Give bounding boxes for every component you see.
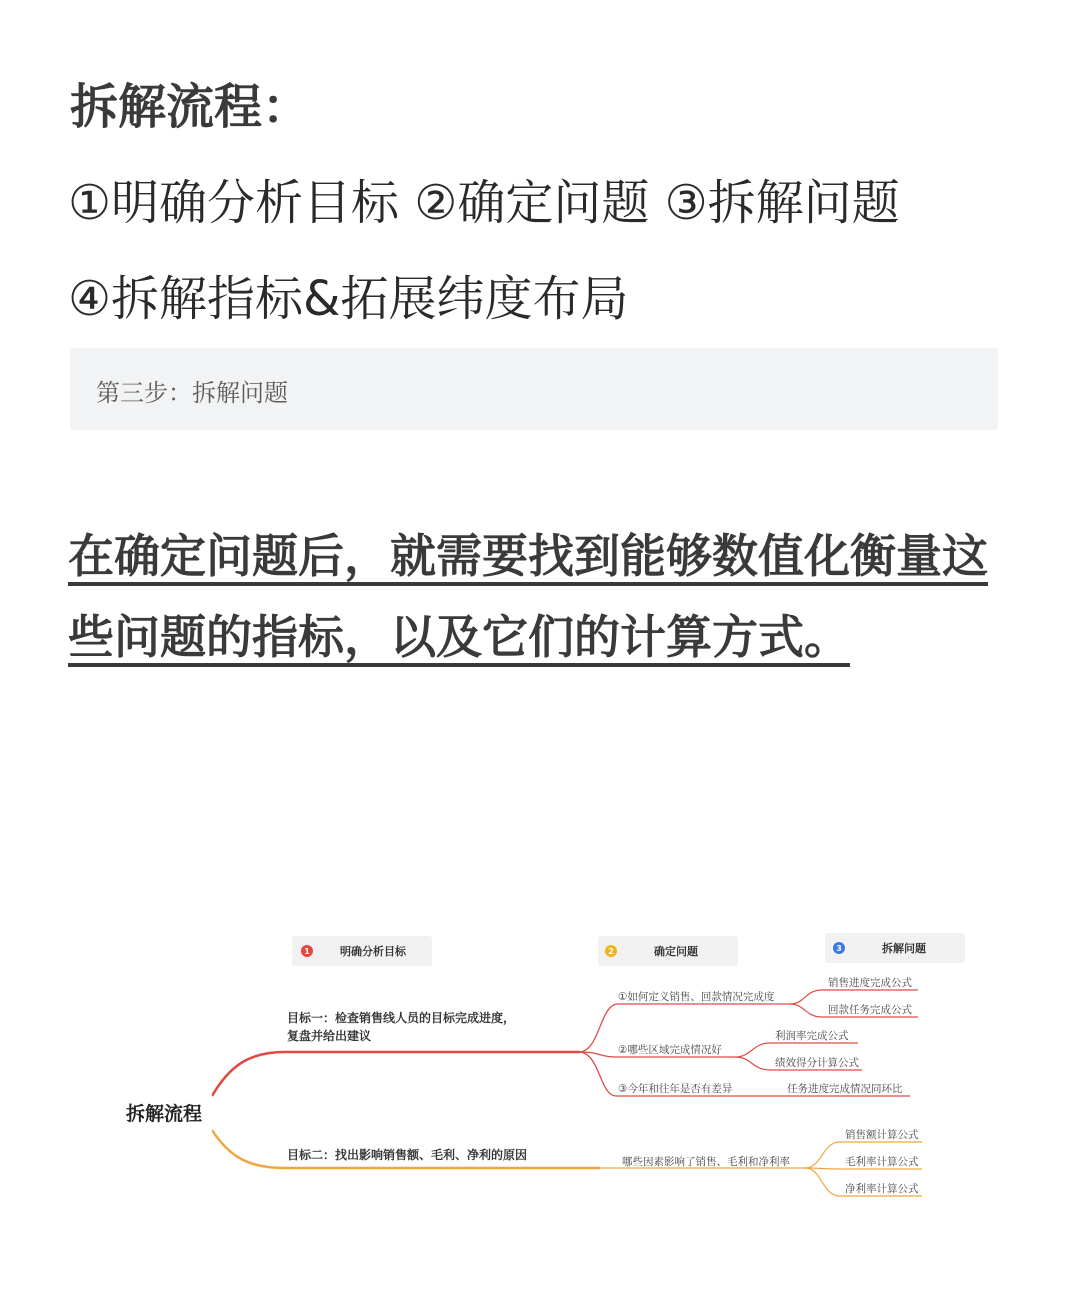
branch-goal-1 — [212, 1052, 580, 1096]
callout-text: 第三步：拆解问题 — [96, 379, 288, 407]
goal-2-item-2: 毛利率计算公式 — [845, 1156, 919, 1168]
intro-paragraph — [68, 516, 1018, 678]
stage-header-3-num: 3 — [836, 944, 842, 953]
root-node — [100, 1092, 212, 1136]
question-1-item-2: 回款任务完成公式 — [828, 1004, 912, 1016]
goal-1-line-2: 复盘并给出建议 — [287, 1029, 372, 1043]
stage-header-1-num: 1 — [304, 947, 310, 956]
page-heading: 拆解流程： — [70, 79, 311, 135]
goal-1-question-3: ③今年和往年是否有差异 — [618, 1083, 733, 1095]
goal-2-label: 目标二：找出影响销售额、毛利、净利的原因 — [287, 1148, 528, 1162]
question-2-item-2: 绩效得分计算公式 — [775, 1057, 859, 1069]
stage-header-3 — [825, 933, 965, 963]
stage-header-2 — [598, 936, 738, 966]
steps-line-2: ④拆解指标&拓展纬度布局 — [68, 271, 629, 327]
stage-header-3-label: 拆解问题 — [882, 942, 926, 955]
stage-header-2-num: 2 — [608, 947, 614, 956]
goal-1-line-1: 目标一：检查销售线人员的目标完成进度， — [287, 1011, 516, 1025]
stage-header-1 — [292, 936, 432, 966]
stage-header-1-label: 明确分析目标 — [340, 945, 406, 958]
question-3-item-1: 任务进度完成情况同环比 — [787, 1083, 903, 1095]
goal-1-question-1: ①如何定义销售、回款情况完成度 — [618, 991, 775, 1003]
question-2-item-1: 利润率完成公式 — [775, 1030, 849, 1042]
steps-line-1: ①明确分析目标 ②确定问题 ③拆解问题 — [68, 175, 900, 231]
question-1-item-1: 销售进度完成公式 — [828, 977, 912, 989]
root-node-label: 拆解流程 — [126, 1103, 203, 1125]
intro-paragraph-text: 在确定问题后，就需要找到能够数值化衡量这些问题的指标，以及它们的计算方式。 — [68, 529, 988, 664]
goal-2-question: 哪些因素影响了销售、毛利和净利率 — [622, 1156, 790, 1168]
mind-map — [0, 900, 1080, 1230]
stage-header-2-label: 确定问题 — [654, 945, 698, 958]
goal-2-item-3: 净利率计算公式 — [845, 1183, 919, 1195]
goal-2-item-1: 销售额计算公式 — [845, 1129, 919, 1141]
step-callout — [70, 348, 998, 430]
goal-1-question-2: ②哪些区域完成情况好 — [618, 1044, 722, 1056]
